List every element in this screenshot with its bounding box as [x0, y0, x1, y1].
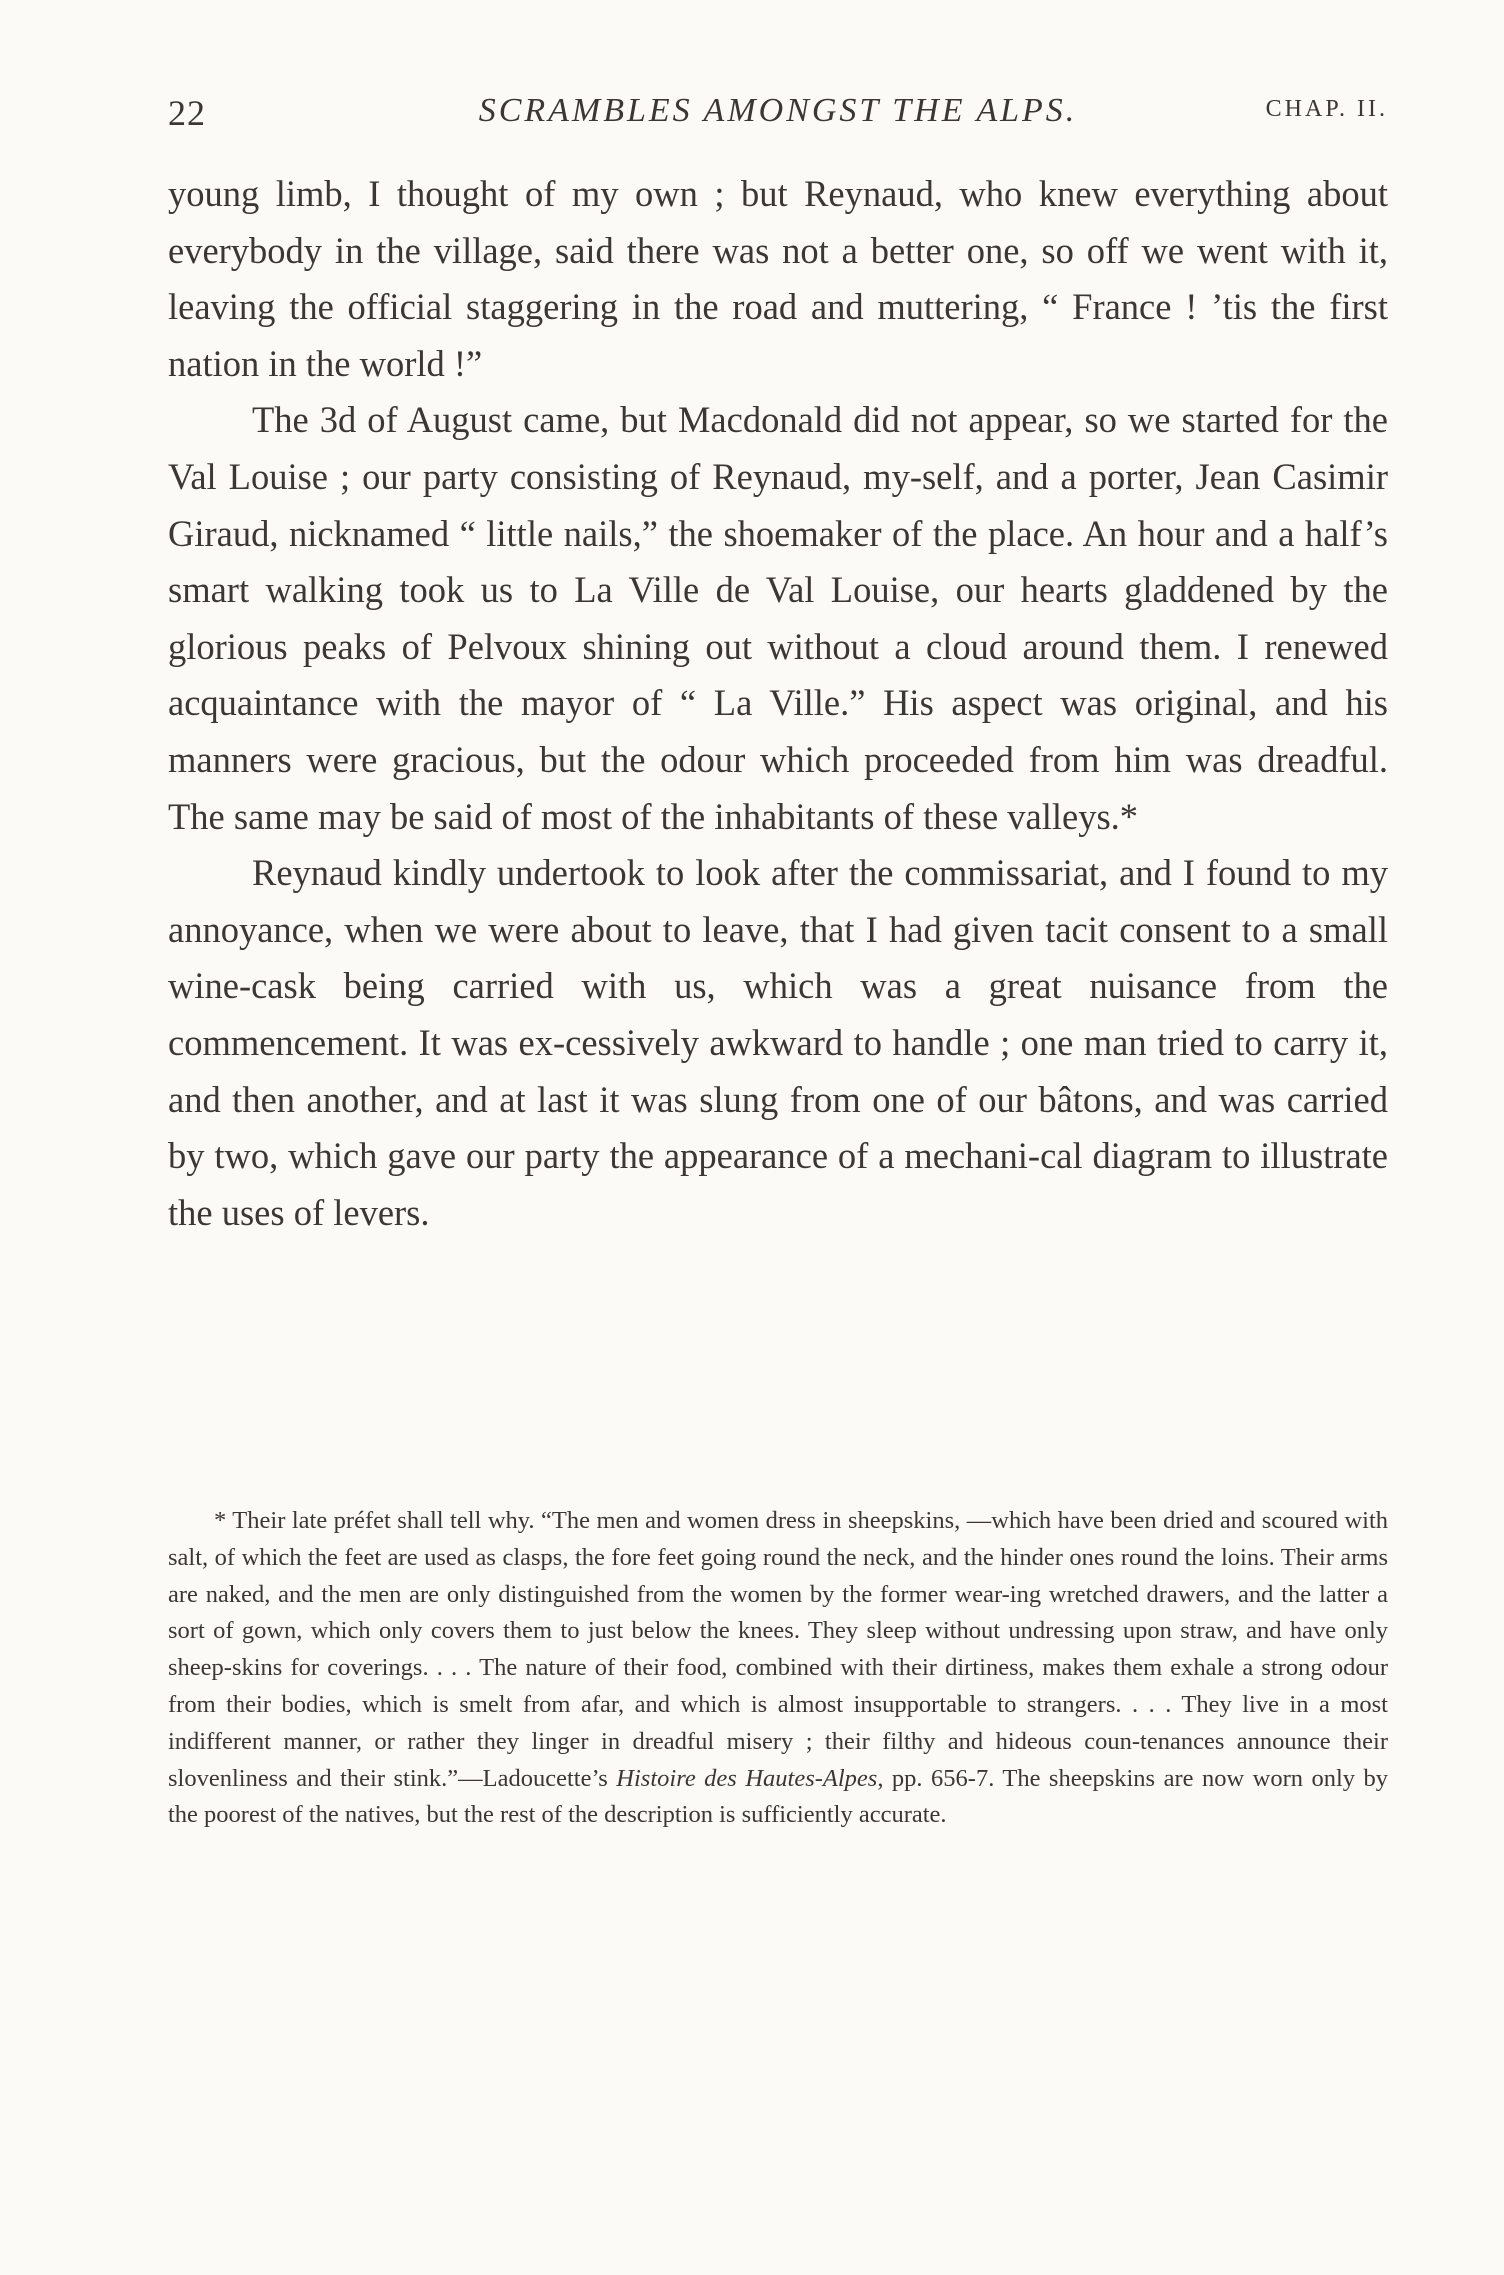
running-title: SCRAMBLES AMONGST THE ALPS.	[478, 92, 1078, 129]
footnote	[168, 1503, 1388, 1834]
footnote-text-after-title: , pp. 656-7. The sheepskins are now worn only by the poorest of the natives, but the rest of the description is sufficiently accurate.	[168, 1764, 1389, 1829]
page-number: 22	[168, 93, 206, 133]
footnote-paragraph	[168, 1503, 1388, 1834]
paragraph-2: The 3d of August came, but Macdonald did not appear, so we started for the Val Louise ; our party consisting of Reynaud, my-self, and a porter, Jean Casimir Giraud, nicknamed “ little nails,” the shoemaker of the place. An hour and a half’s smart walking took us to La Ville de Val Louise, our hearts gladdened by the glorious peaks of Pelvoux shining out without a cloud around them. I renewed acquaintance with the mayor of “ La Ville.” His aspect was original, and his manners were gracious, but the odour which proceeded from him was dreadful. The same may be said of most of the inhabitants of these valleys.*	[168, 399, 1388, 837]
main-text	[168, 166, 1388, 1241]
chapter-label: CHAP. II.	[1265, 96, 1388, 122]
paragraph-3: Reynaud kindly undertook to look after the commissariat, and I found to my annoyance, when we were about to leave, that I had given tacit consent to a small wine-cask being carried with us, which was a great nuisance from the commencement. It was ex-cessively awkward to handle ; one man tried to carry it, and then another, and at last it was slung from one of our bâtons, and was carried by two, which gave our party the appearance of a mechani-cal diagram to illustrate the uses of levers.	[168, 852, 1388, 1233]
footnote-book-title: Histoire des Hautes-Alpes	[616, 1764, 878, 1792]
paragraph-1: young limb, I thought of my own ; but Reynaud, who knew everything about everybody in the village, said there was not a better one, so off we went with it, leaving the official staggering in the road and muttering, “ France ! ’tis the first nation in the world !”	[168, 173, 1388, 384]
footnote-text-before-title: * Their late préfet shall tell why. “The men and women dress in sheepskins, —which have been dried and scoured with salt, of which the feet are used as clasps, the fore feet going round the neck, and the hinder ones round the loins. Their arms are naked, and the men are only distinguished from the women by the former wear-ing wretched drawers, and the latter a sort of gown, which only covers them to just below the knees. They sleep without undressing upon straw, and have only sheep-skins for coverings. . . . The nature of their food, combined with their dirtiness, makes them exhale a strong odour from their bodies, which is smelt from afar, and which is almost insupportable to strangers. . . . They live in a most indifferent manner, or rather they linger in dreadful misery ; their filthy and hideous coun-tenances announce their slovenliness and their stink.”—Ladoucette’s	[168, 1507, 1388, 1792]
page-header	[168, 92, 1388, 142]
